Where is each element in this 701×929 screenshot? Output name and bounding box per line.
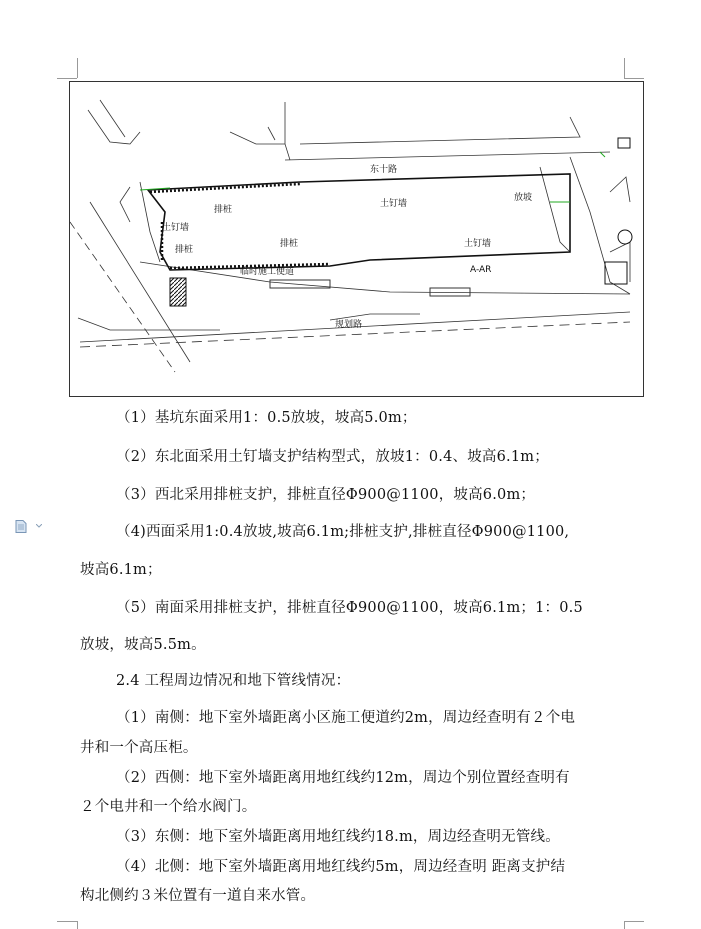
crop-mark-top-left-v bbox=[77, 58, 79, 78]
paragraph-4-line-2: 坡高6.1m； bbox=[80, 562, 162, 578]
site-plan-drawing bbox=[69, 81, 644, 397]
label-soil-nail-1: 土钉墙 bbox=[162, 223, 190, 233]
label-soil-nail-2: 土钉墙 bbox=[380, 199, 408, 209]
paragraph-5-line-1: （5）南面采用排桩支护，排桩直径Φ900@1100，坡高6.1m；1：0.5 bbox=[116, 600, 583, 616]
label-slope: 放坡 bbox=[514, 193, 533, 203]
crop-mark-bottom-right-v bbox=[624, 921, 626, 929]
label-temp-project: 临时施工便道 bbox=[240, 267, 295, 277]
crop-mark-bottom-right bbox=[624, 921, 644, 923]
surround-4-line-2: 构北侧约３米位置有一道自来水管。 bbox=[80, 888, 316, 904]
site-plan-svg bbox=[70, 82, 643, 396]
crop-mark-top-right bbox=[624, 78, 644, 80]
tower-symbol bbox=[618, 138, 630, 148]
label-side-road: 东十路 bbox=[370, 165, 398, 175]
label-pile-2: 排桩 bbox=[175, 245, 194, 255]
tree-symbol bbox=[618, 230, 632, 244]
surround-1-line-1: （1）南侧：地下室外墙距离小区施工便道约2m，周边经查明有２个电 bbox=[116, 710, 576, 726]
surround-2-line-1: （2）西侧：地下室外墙距离用地红线约12m，周边个别位置经查明有 bbox=[116, 770, 570, 786]
paragraph-5-line-2: 放坡，坡高5.5m。 bbox=[80, 637, 206, 653]
surround-3: （3）东侧：地下室外墙距离用地红线约18.m，周边经查明无管线。 bbox=[116, 829, 560, 845]
crop-mark-top-left bbox=[57, 78, 77, 80]
paragraph-3: （3）西北采用排桩支护，排桩直径Φ900@1100，坡高6.0m； bbox=[116, 487, 536, 503]
paragraph-1: （1）基坑东面采用1：0.5放坡，坡高5.0m； bbox=[116, 410, 417, 426]
crop-mark-bottom-left bbox=[57, 921, 77, 923]
crop-mark-top-right-v bbox=[624, 58, 626, 78]
paragraph-2: （2）东北面采用土钉墙支护结构型式，放坡1：0.4、坡高6.1m； bbox=[116, 449, 549, 465]
surround-4-line-1: （4）北侧：地下室外墙距离用地红线约5m，周边经查明 距离支护结 bbox=[116, 859, 566, 875]
green-pipes bbox=[140, 152, 605, 202]
surround-2-line-2: ２个电井和一个给水阀门。 bbox=[80, 799, 257, 815]
crop-mark-bottom-left-v bbox=[77, 921, 79, 929]
label-road-tag: A-AR bbox=[470, 265, 492, 275]
document-icon[interactable] bbox=[15, 520, 27, 533]
label-pile-1: 排桩 bbox=[214, 205, 233, 215]
paragraph-4-line-1: （4)西面采用1:0.4放坡,坡高6.1m;排桩支护,排桩直径Φ900@1100, bbox=[116, 524, 570, 540]
section-heading: 2.4 工程周边情况和地下管线情况： bbox=[116, 673, 351, 689]
road-lines bbox=[70, 100, 630, 372]
label-soil-nail-3: 土钉墙 bbox=[464, 239, 492, 249]
chevron-down-icon[interactable] bbox=[36, 524, 42, 528]
building-block bbox=[605, 262, 627, 284]
surround-1-line-2: 井和一个高压柜。 bbox=[80, 740, 198, 756]
label-fig-west: 规划路 bbox=[335, 320, 363, 330]
hatched-block bbox=[170, 278, 186, 306]
structure-1 bbox=[270, 280, 330, 288]
label-pile-3: 排桩 bbox=[280, 239, 299, 249]
